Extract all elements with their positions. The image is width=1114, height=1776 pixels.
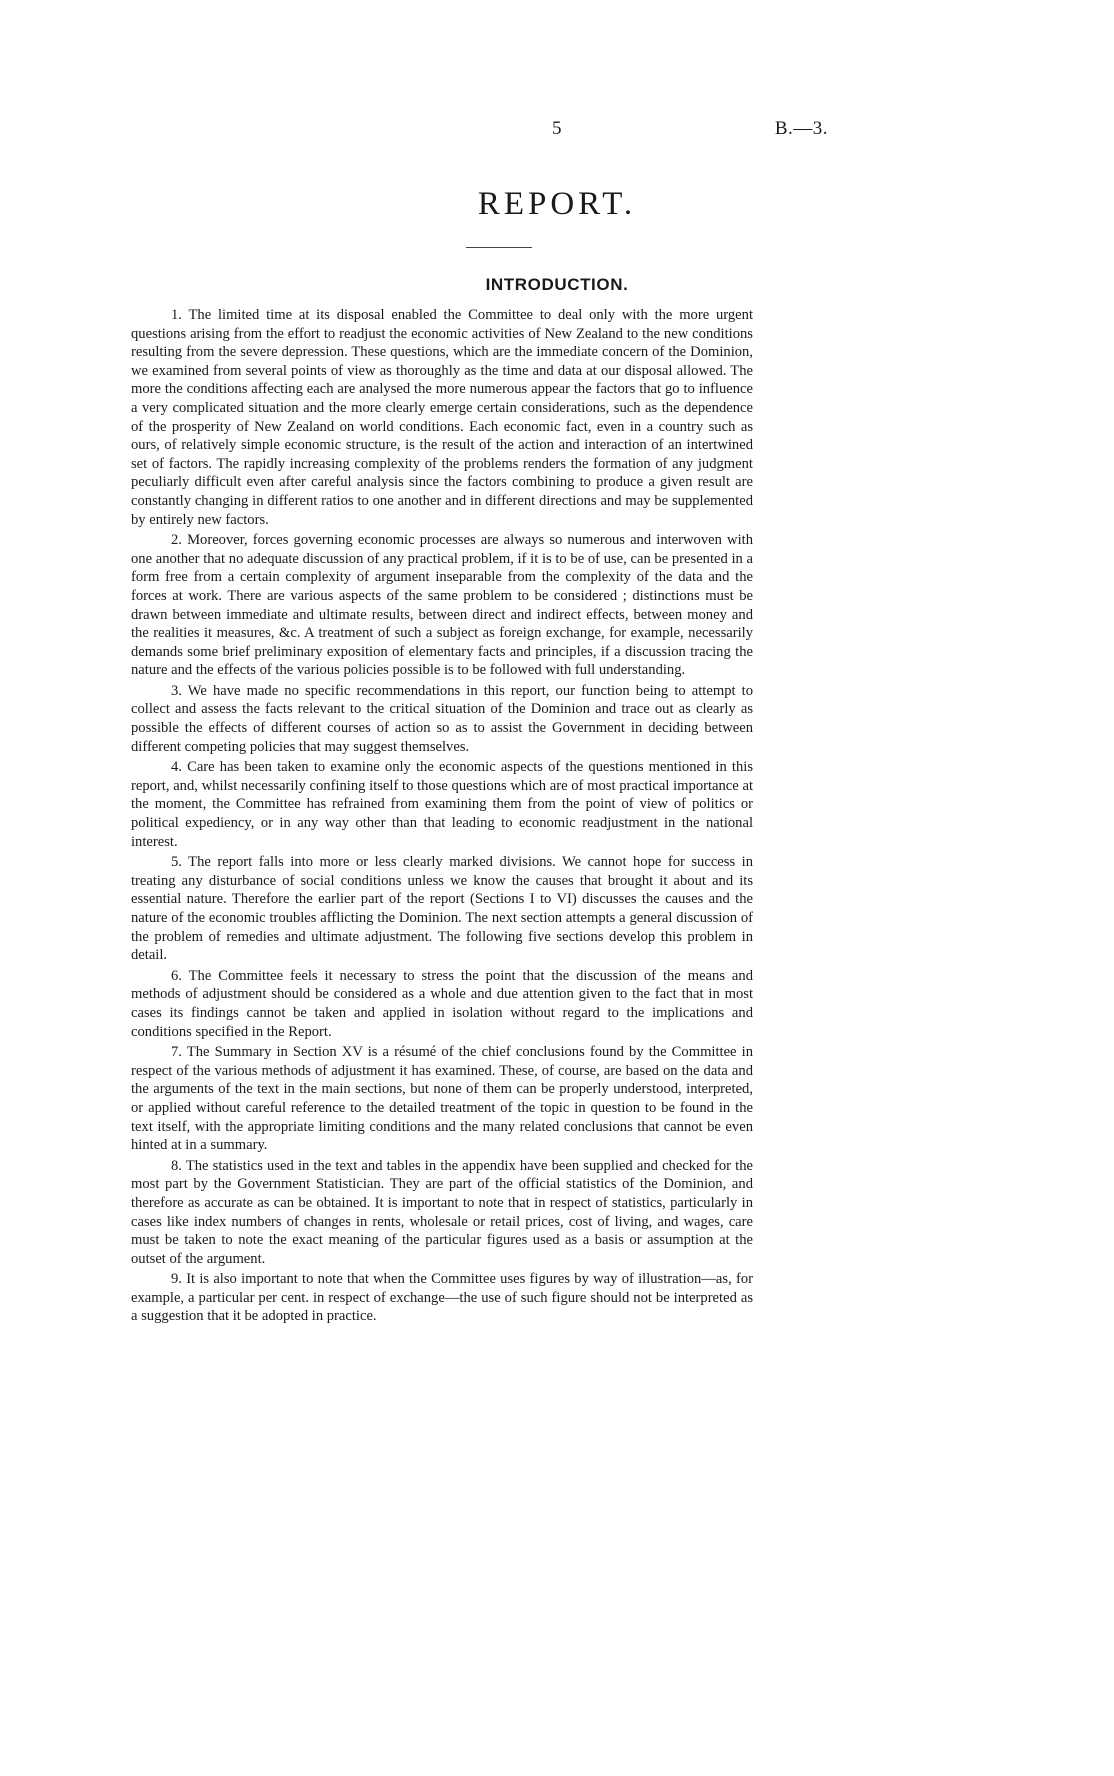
section-heading: INTRODUCTION. xyxy=(485,275,629,294)
paragraph-6: 6. The Committee feels it necessary to stress the point that the discussion of the means and methods of adjustment should be considered as a whole and due attention given to the fact that in most cases its findings cannot be taken and applied in isolation without regard to the implications and conditions specified in the Report. xyxy=(131,967,753,1040)
page-reference: B.—3. xyxy=(774,118,828,139)
paragraph-5: 5. The report falls into more or less clearly marked divisions. We cannot hope for success in treating any disturbance of social conditions unless we know the causes that brought it about and its essential nature. Therefore the earlier part of the report (Sections I to VI) discusses the causes and the nature of the economic troubles afflicting the Dominion. The next section attempts a general discussion of the problem of remedies and ultimate adjustment. The following five sections develop this problem in detail. xyxy=(131,854,753,964)
paragraph-9: 9. It is also important to note that when the Committee uses figures by way of illustration—as, for example, a particular per cent. in respect of exchange—the use of such figure should not be interpreted as a suggestion that it be adopted in practice. xyxy=(131,1271,753,1325)
paragraph-4: 4. Care has been taken to examine only the economic aspects of the questions mentioned in this report, and, whilst necessarily confining itself to those questions which are of most practical importance at the moment, the Committee has refrained from examining them from the point of view of politics or political expediency, or in any way other than that leading to economic readjustment in the national interest. xyxy=(131,759,753,850)
paragraph-7: 7. The Summary in Section XV is a résumé of the chief conclusions found by the Committee in respect of the various methods of adjustment it has examined. These, of course, are based on the data and the arguments of the text in the main sections, but none of them can be properly understood, interpreted, or applied without careful reference to the detailed treatment of the topic in question to be found in the text itself, with the appropriate limiting conditions and the many related conclusions that cannot be even hinted at in a summary. xyxy=(131,1044,753,1154)
body-text xyxy=(131,306,753,1328)
report-title: REPORT. xyxy=(477,186,637,222)
paragraph-1: 1. The limited time at its disposal enabled the Committee to deal only with the more urgent questions arising from the effort to readjust the economic activities of New Zealand to the new conditions resulting from the severe depression. These questions, which are the immediate concern of the Dominion, we examined from several points of view as thoroughly as the time and data at our disposal allowed. The more the conditions affecting each are analysed the more numerous appear the factors that go to influence a very complicated situation and the more clearly emerge certain considerations, such as the dependence of the prosperity of New Zealand on world conditions. Each economic fact, even in a country such as ours, of relatively simple economic structure, is the result of the action and interaction of an intertwined set of factors. The rapidly increasing complexity of the problems renders the formation of any judgment peculiarly difficult even after careful analysis since the factors combining to produce a given result are constantly changing in different ratios to one another and in different directions and may be supplemented by entirely new factors. xyxy=(131,307,753,528)
paragraph-8: 8. The statistics used in the text and tables in the appendix have been supplied and checked for the most part by the Government Statistician. They are part of the official statistics of the Dominion, and therefore as accurate as can be obtained. It is important to note that in respect of statistics, particularly in cases like index numbers of changes in rents, wholesale or retail prices, cost of living, and wages, care must be taken to note the exact meaning of the particular figures used as a basis or assumption at the outset of the argument. xyxy=(131,1157,753,1267)
paragraph-3: 3. We have made no specific recommendations in this report, our function being to attempt to collect and assess the facts relevant to the critical situation of the Dominion and trace out as clearly as possible the effects of different courses of action so as to assist the Government in deciding between different competing policies that may suggest themselves. xyxy=(131,682,753,755)
page-number: 5 xyxy=(552,118,562,139)
title-divider xyxy=(466,247,532,248)
paragraph-2: 2. Moreover, forces governing economic processes are always so numerous and interwoven with one another that no adequate discussion of any practical problem, if it is to be of use, can be presented in a form free from a certain complexity of argument inseparable from the complexity of the data and the forces at work. There are various aspects of the same problem to be considered ; distinctions must be drawn between immediate and ultimate results, between direct and indirect effects, between money and the realities it measures, &c. A treatment of such a subject as foreign exchange, for example, necessarily demands some brief preliminary exposition of elementary facts and principles, if a discussion tracing the nature and the effects of the various policies possible is to be followed with full understanding. xyxy=(131,532,753,679)
